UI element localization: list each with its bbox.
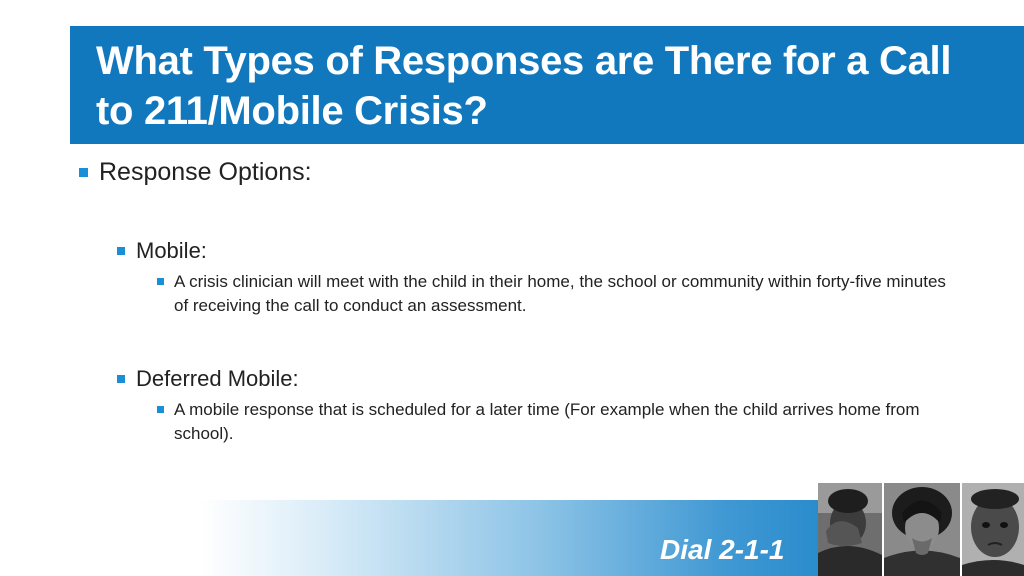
bullet-deferred-description [157,398,947,446]
square-bullet-icon [117,247,125,255]
photo-child [960,483,1024,576]
bullet-mobile-description [157,270,947,318]
photo-teen-girl [882,483,960,576]
square-bullet-icon [117,375,125,383]
square-bullet-icon [157,406,164,413]
bullet-text: Mobile: [136,238,207,263]
photo-strip [818,483,1024,576]
bullet-text: A crisis clinician will meet with the child in their home, the school or community within forty-five minutes of receiving the call to conduct an assessment. [174,272,946,315]
photo-teen-boy [818,483,882,576]
square-bullet-icon [157,278,164,285]
square-bullet-icon [79,168,88,177]
footer-dial-label: Dial 2-1-1 [660,534,785,565]
bullet-deferred-mobile [117,366,299,392]
bullet-text: Deferred Mobile: [136,366,299,391]
title-bar [70,26,1024,144]
slide-title: What Types of Responses are There for a Call to 211/Mobile Crisis? [96,39,952,133]
bullet-text: A mobile response that is scheduled for a later time (For example when the child arrives home from school). [174,400,920,443]
bullet-response-options [79,158,312,187]
bullet-text: Response Options: [99,158,312,186]
bullet-mobile [117,238,207,264]
